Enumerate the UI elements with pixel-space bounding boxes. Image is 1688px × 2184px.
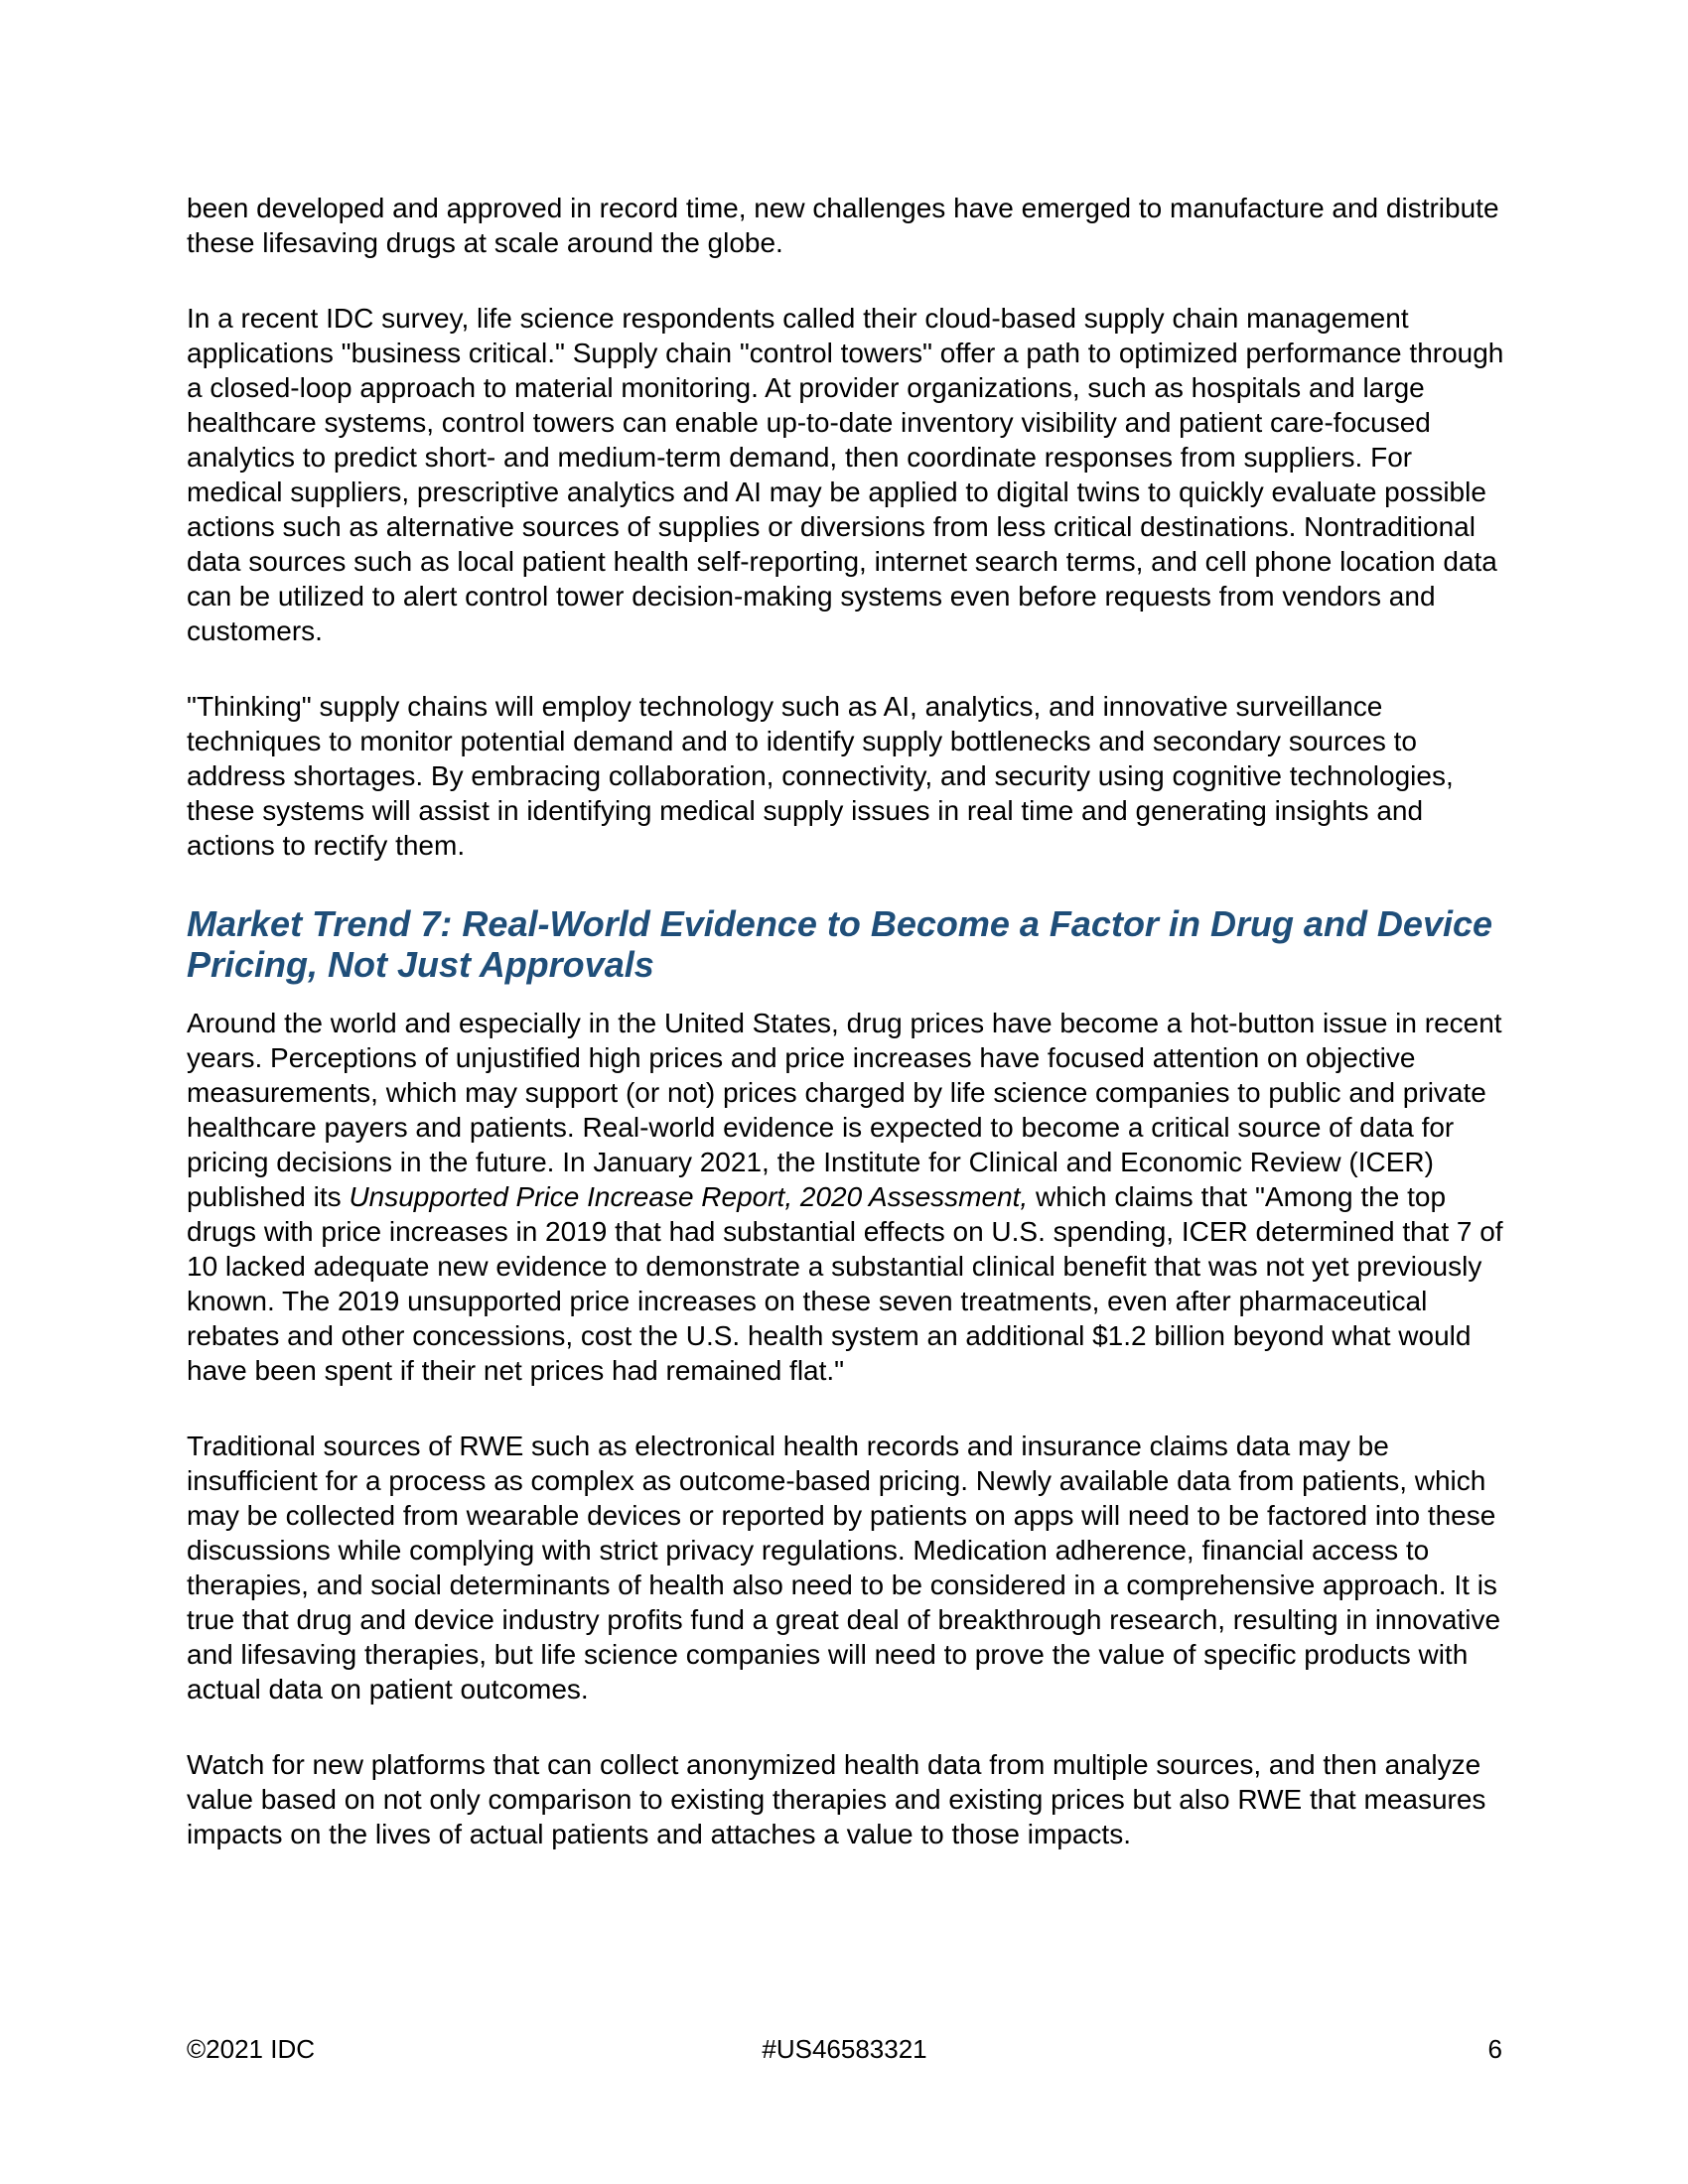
- paragraph-rwe-sources: Traditional sources of RWE such as electronical health records and insurance claims data may be insufficient for a process as complex as outcome-based pricing. Newly available data from patients, which may be collected from wearable devices or reported by patients on apps will need to be factored into these discussions while complying with strict privacy regulations. Medication adherence, financial access to therapies, and social determinants of health also need to be considered in a comprehensive approach. It is true that drug and device industry profits fund a great deal of breakthrough research, resulting in innovative and lifesaving therapies, but life science companies will need to prove the value of specific products with actual data on patient outcomes.: [187, 1431, 1501, 1705]
- paragraph-drug-pricing-lead: Around the world and especially in the United States, drug prices have become a hot-button issue in recent years. Perceptions of unjustified high prices and price increases have focused attention on objective measurements, which may support (or not) prices charged by life science companies to public and private healthcare payers and patients. Real-world evidence is expected to become a critical source of data for pricing decisions in the future. In January 2021, the Institute for Clinical and Economic Review (ICER) published its: [187, 1008, 1502, 1212]
- paragraph-new-platforms: Watch for new platforms that can collect anonymized health data from multiple sources, and then analyze value based on not only comparison to existing therapies and existing prices but also RWE that measures impacts on the lives of actual patients and attaches a value to those impacts.: [187, 1749, 1486, 1849]
- page-footer: [187, 2033, 1502, 2065]
- section-heading-market-trend-7: Market Trend 7: Real-World Evidence to Become a Factor in Drug and Device Pricing, Not Just Approvals: [187, 903, 1493, 985]
- paragraph-thinking-supply-chains: "Thinking" supply chains will employ technology such as AI, analytics, and innovative surveillance techniques to monitor potential demand and to identify supply bottlenecks and secondary sources to address shortages. By embracing collaboration, connectivity, and security using cognitive technologies, these systems will assist in identifying medical supply issues in real time and generating insights and actions to rectify them.: [187, 691, 1454, 861]
- paragraph-continuation: been developed and approved in record time, new challenges have emerged to manufacture and distribute these lifesaving drugs at scale around the globe.: [187, 193, 1499, 258]
- paragraph-drug-pricing: [187, 1006, 1512, 1388]
- paragraph-supply-chain-survey: In a recent IDC survey, life science respondents called their cloud-based supply chain management applications "business critical." Supply chain "control towers" offer a path to optimized performance through a closed-loop approach to material monitoring. At provider organizations, such as hospitals and large healthcare systems, control towers can enable up-to-date inventory visibility and patient care-focused analytics to predict short- and medium-term demand, then coordinate responses from suppliers. For medical suppliers, prescriptive analytics and AI may be applied to digital twins to quickly evaluate possible actions such as alternative sources of supplies or diversions from less critical destinations. Nontraditional data sources such as local patient health self-reporting, internet search terms, and cell phone location data can be utilized to alert control tower decision-making systems even before requests from vendors and customers.: [187, 303, 1504, 646]
- footer-copyright: ©2021 IDC: [187, 2034, 315, 2064]
- page-body: [187, 191, 1512, 1892]
- report-title-citation: Unsupported Price Increase Report, 2020 Assessment,: [349, 1181, 1029, 1212]
- paragraph-drug-pricing-quote: which claims that "Among the top drugs with price increases in 2019 that had substantial effects on U.S. spending, ICER determined that 7 of 10 lacked adequate new evidence to demonstrate a substantial clinical benefit that was not yet previously known. The 2019 unsupported price increases on these seven treatments, even after pharmaceutical rebates and other concessions, cost the U.S. health system an additional $1.2 billion beyond what would have been spent if their net prices had remained flat.": [187, 1181, 1503, 1386]
- footer-document-id: #US46583321: [762, 2034, 927, 2064]
- footer-page-number: 6: [1487, 2034, 1503, 2064]
